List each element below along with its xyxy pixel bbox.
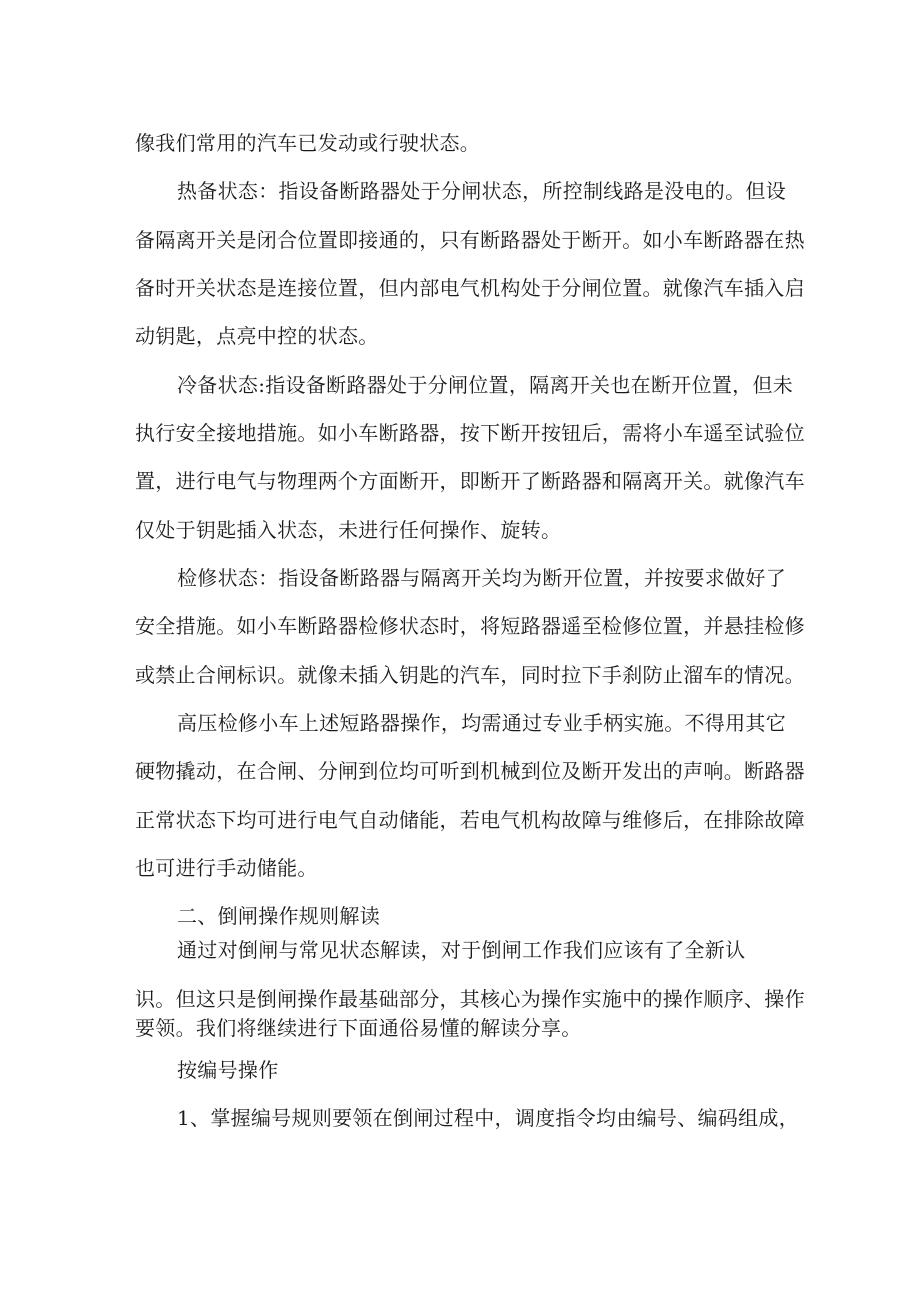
text-line: 硬物撬动，在合闸、分闸到位均可听到机械到位及断开发出的声响。断路器	[135, 759, 805, 783]
text-line: 识。但这只是倒闸操作最基础部分，其核心为操作实施中的操作顺序、操作	[135, 987, 805, 1011]
text-line: 要领。我们将继续进行下面通俗易懂的解读分享。	[135, 1016, 582, 1040]
text-line: 检修状态：指设备断路器与隔离开关均为断开位置，并按要求做好了	[177, 566, 786, 590]
text-line: 热备状态：指设备断路器处于分闸状态，所控制线路是没电的。但设	[177, 179, 786, 203]
text-line: 或禁止合闸标识。就像未插入钥匙的汽车，同时拉下手刹防止溜车的情况。	[135, 663, 805, 687]
text-line: 正常状态下均可进行电气自动储能，若电气机构故障与维修后，在排除故障	[135, 808, 805, 832]
text-line: 动钥匙，点亮中控的状态。	[135, 324, 379, 348]
text-line: 冷备状态:指设备断路器处于分闸位置，隔离开关也在断开位置，但未	[177, 373, 794, 397]
text-line: 高压检修小车上述短路器操作，均需通过专业手柄实施。不得用其它	[177, 711, 786, 735]
text-line: 置，进行电气与物理两个方面断开，即断开了断路器和隔离开关。就像汽车	[135, 469, 805, 493]
subsection-heading: 按编号操作	[177, 1058, 279, 1082]
text-line: 备隔离开关是闭合位置即接通的，只有断路器处于断开。如小车断路器在热	[135, 228, 805, 252]
text-line: 也可进行手动储能。	[135, 856, 318, 880]
text-line: 通过对倒闸与常见状态解读，对于倒闸工作我们应该有了全新认	[177, 938, 746, 962]
text-line: 仅处于钥匙插入状态，未进行任何操作、旋转。	[135, 518, 562, 542]
text-line: 安全措施。如小车断路器检修状态时，将短路器遥至检修位置，并悬挂检修	[135, 614, 805, 638]
text-line: 像我们常用的汽车已发动或行驶状态。	[135, 131, 481, 155]
text-line: 1、掌握编号规则要领在倒闸过程中，调度指令均由编号、编码组成，	[177, 1106, 800, 1130]
text-line: 执行安全接地措施。如小车断路器，按下断开按钮后，需将小车遥至试验位	[135, 421, 805, 445]
text-line: 备时开关状态是连接位置，但内部电气机构处于分闸位置。就像汽车插入启	[135, 276, 805, 300]
section-heading: 二、倒闸操作规则解读	[177, 904, 380, 928]
